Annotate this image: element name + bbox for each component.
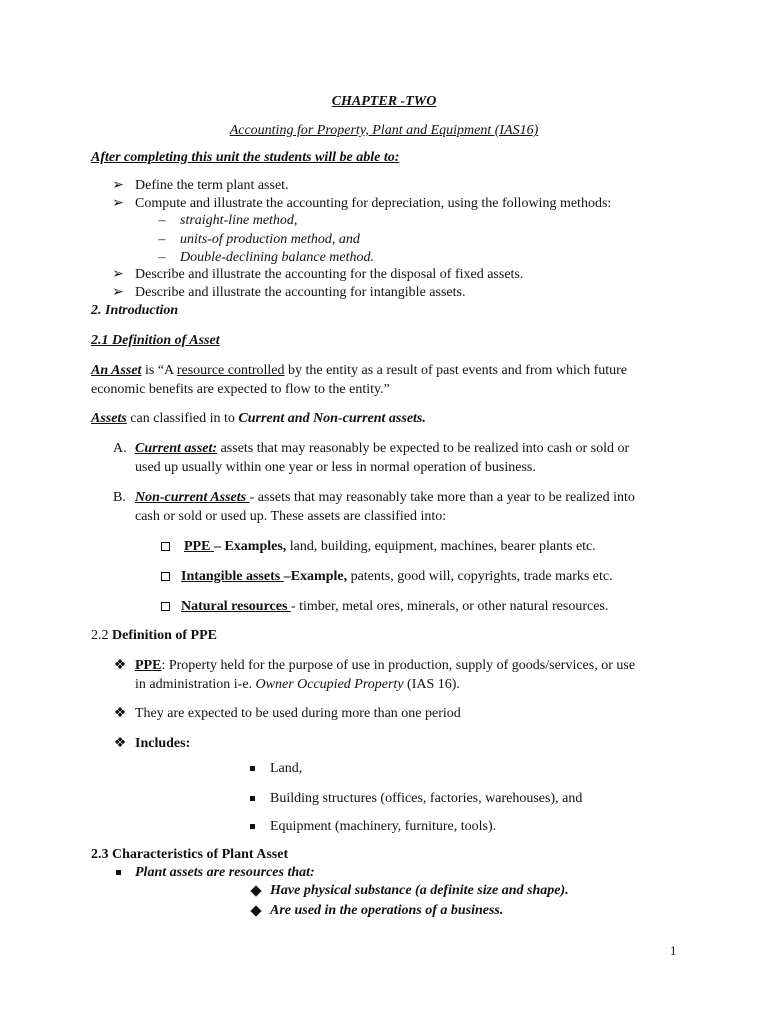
characteristic-item: Have physical substance (a definite size and shape). bbox=[270, 883, 569, 898]
dash-bullet-icon: – bbox=[158, 250, 166, 265]
diamond-bullet-icon bbox=[250, 885, 261, 896]
asset-definition-line2: economic benefits are expected to flow to the entity.” bbox=[91, 382, 390, 397]
list-label-b: B. bbox=[113, 490, 126, 505]
arrow-bullet-icon: ➢ bbox=[112, 196, 124, 211]
checkbox-bullet-icon bbox=[161, 542, 170, 551]
page-number: 1 bbox=[670, 943, 677, 958]
intangible-example: Intangible assets –Example, patents, good will, copyrights, trade marks etc. bbox=[181, 569, 613, 584]
def-asset-heading: 2.1 Definition of Asset bbox=[91, 333, 220, 348]
diamond-bullet-icon bbox=[250, 905, 261, 916]
asset-definition-line1: An Asset is “A resource controlled by the entity as a result of past events and from which future bbox=[91, 363, 628, 378]
characteristics-heading: 2.3 Characteristics of Plant Asset bbox=[91, 847, 289, 862]
current-asset-line1: Current asset: assets that may reasonably be expected to be realized into cash or sold or bbox=[135, 441, 630, 456]
include-item: Building structures (offices, factories, warehouses), and bbox=[270, 791, 583, 806]
checkbox-bullet-icon bbox=[161, 572, 170, 581]
include-item: Land, bbox=[270, 761, 303, 776]
square-bullet-icon bbox=[116, 870, 121, 875]
characteristic-item: Are used in the operations of a business. bbox=[270, 903, 504, 918]
ppe-example: PPE – Examples, land, building, equipment, machines, bearer plants etc. bbox=[184, 539, 596, 554]
diamond-star-bullet-icon: ❖ bbox=[113, 736, 127, 751]
def-ppe-heading: 2.2 Definition of PPE bbox=[91, 628, 217, 643]
square-bullet-icon bbox=[250, 796, 255, 801]
current-asset-line2: used up usually within one year or less in normal operation of business. bbox=[135, 460, 536, 475]
asset-term: An Asset bbox=[91, 363, 142, 378]
square-bullet-icon bbox=[250, 824, 255, 829]
includes-label: Includes: bbox=[135, 736, 191, 751]
ppe-definition-line2: in administration i-e. Owner Occupied Property (IAS 16). bbox=[135, 677, 460, 692]
diamond-star-bullet-icon: ❖ bbox=[113, 658, 127, 673]
diamond-star-bullet-icon: ❖ bbox=[113, 706, 127, 721]
method-item: units-of production method, and bbox=[180, 232, 360, 247]
square-bullet-icon bbox=[250, 766, 255, 771]
natural-resources-example: Natural resources - timber, metal ores, minerals, or other natural resources. bbox=[181, 599, 609, 614]
objective-item: Define the term plant asset. bbox=[135, 178, 289, 193]
arrow-bullet-icon: ➢ bbox=[112, 285, 124, 300]
objective-item: Describe and illustrate the accounting for intangible assets. bbox=[135, 285, 466, 300]
noncurrent-asset-line1: Non-current Assets - assets that may reasonably take more than a year to be realized into bbox=[135, 490, 635, 505]
dash-bullet-icon: – bbox=[158, 213, 166, 228]
include-item: Equipment (machinery, furniture, tools). bbox=[270, 819, 497, 834]
ppe-definition-line1: PPE: Property held for the purpose of use in production, supply of goods/services, or use bbox=[135, 658, 636, 673]
intro-heading: 2. Introduction bbox=[91, 303, 179, 318]
arrow-bullet-icon: ➢ bbox=[112, 178, 124, 193]
characteristics-lead: Plant assets are resources that: bbox=[135, 865, 315, 880]
noncurrent-asset-line2: cash or sold or used up. These assets are classified into: bbox=[135, 509, 447, 524]
dash-bullet-icon: – bbox=[158, 232, 166, 247]
objectives-heading: After completing this unit the students will be able to: bbox=[91, 150, 400, 165]
period-statement: They are expected to be used during more than one period bbox=[135, 706, 461, 721]
method-item: straight-line method, bbox=[180, 213, 298, 228]
method-item: Double-declining balance method. bbox=[180, 250, 375, 265]
objective-item: Compute and illustrate the accounting for depreciation, using the following methods: bbox=[135, 196, 612, 211]
asset-classification: Assets can classified in to Current and Non-current assets. bbox=[91, 411, 426, 426]
chapter-title: CHAPTER -TWO bbox=[331, 94, 437, 109]
checkbox-bullet-icon bbox=[161, 602, 170, 611]
objective-item: Describe and illustrate the accounting for the disposal of fixed assets. bbox=[135, 267, 524, 282]
chapter-subtitle: Accounting for Property, Plant and Equipment (IAS16) bbox=[229, 123, 539, 138]
list-label-a: A. bbox=[113, 441, 127, 456]
arrow-bullet-icon: ➢ bbox=[112, 267, 124, 282]
